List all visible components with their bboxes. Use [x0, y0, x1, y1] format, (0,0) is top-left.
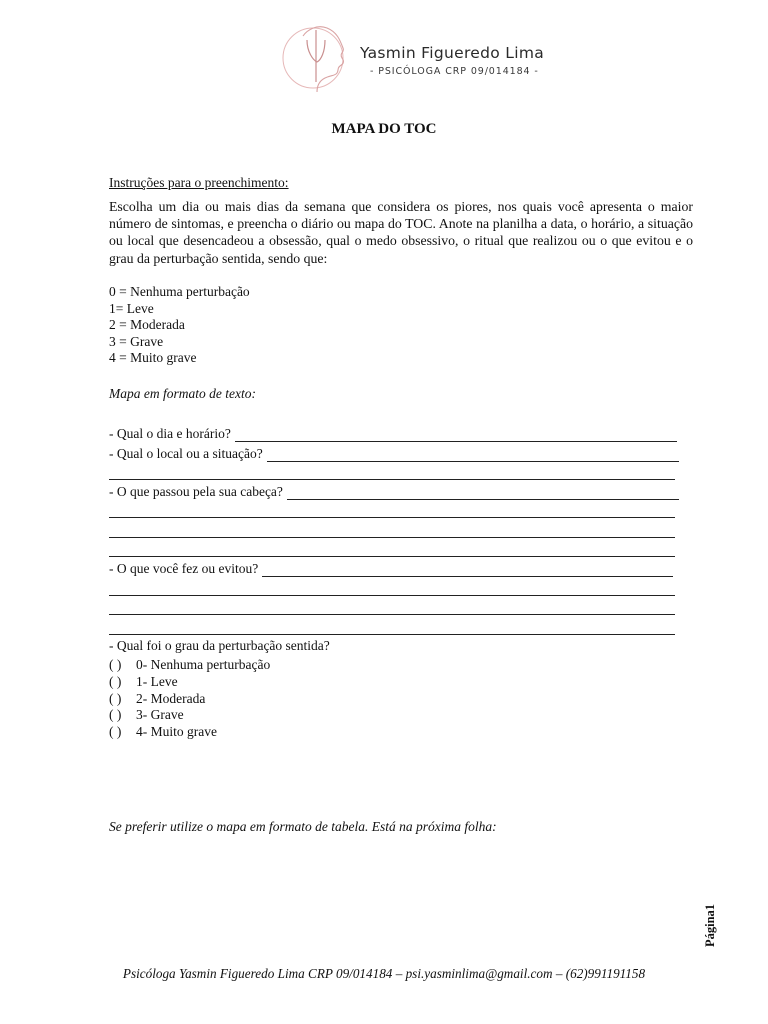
checkbox-parentheses[interactable]: ( ): [109, 690, 122, 706]
answer-line[interactable]: [109, 556, 675, 557]
answer-line[interactable]: [109, 537, 675, 538]
question-place: [109, 446, 679, 462]
disturbance-scale: [109, 284, 250, 367]
option-label: 0- Nenhuma perturbação: [136, 657, 271, 672]
checkbox-parentheses[interactable]: ( ): [109, 707, 122, 723]
scale-item: 3 = Grave: [109, 333, 164, 349]
question-label: - Qual o local ou a situação?: [109, 446, 263, 461]
question-degree: - Qual foi o grau da perturbação sentida?: [109, 638, 330, 653]
scale-item: 0 = Nenhuma perturbação: [109, 284, 250, 299]
checkbox-parentheses[interactable]: ( ): [109, 673, 122, 689]
answer-line[interactable]: [287, 487, 679, 500]
degree-options: [109, 657, 270, 741]
answer-line[interactable]: [267, 449, 679, 462]
answer-line[interactable]: [109, 479, 675, 480]
option-label: 4- Muito grave: [136, 724, 217, 740]
brand-subtitle: - PSICÓLOGA CRP 09/014184 -: [370, 66, 539, 77]
degree-option[interactable]: [109, 674, 270, 691]
option-label: 1- Leve: [136, 673, 178, 689]
answer-line[interactable]: [109, 634, 675, 635]
option-label: 2- Moderada: [136, 690, 206, 706]
checkbox-parentheses[interactable]: ( ): [109, 657, 122, 672]
degree-option[interactable]: [109, 724, 270, 741]
degree-option[interactable]: [109, 707, 270, 724]
checkbox-parentheses[interactable]: ( ): [109, 724, 122, 740]
answer-line[interactable]: [109, 595, 675, 596]
page-footer: Psicóloga Yasmin Figueredo Lima CRP 09/014184 – psi.yasminlima@gmail.com – (62)991191158: [122, 966, 646, 981]
question-label: - O que passou pela sua cabeça?: [109, 484, 283, 499]
question-label: - O que você fez ou evitou?: [109, 561, 259, 576]
scale-item: 1= Leve: [109, 300, 154, 316]
question-label: - Qual o dia e horário?: [109, 426, 231, 441]
head-profile-logo-icon: [277, 18, 355, 96]
answer-line[interactable]: [235, 429, 677, 442]
answer-line[interactable]: [109, 614, 675, 615]
instructions-paragraph: Escolha um dia ou mais dias da semana que considera os piores, nos quais você apresenta o maior número de sintomas, e preencha o diário ou mapa do TOC. Anote na planilha a data, o horário, a situação ou local que desencadeou a obsessão, qual o medo obsessivo, o ritual que realizou ou o que evitou e o grau da perturbação sentida, sendo que:: [109, 199, 693, 266]
answer-line[interactable]: [109, 517, 675, 518]
option-label: 3- Grave: [136, 707, 184, 723]
scale-item: 2 = Moderada: [109, 317, 185, 333]
page-number: Página1: [703, 903, 717, 947]
degree-option[interactable]: [109, 657, 270, 674]
degree-option[interactable]: [109, 691, 270, 708]
brand-name: Yasmin Figueredo Lima: [360, 44, 545, 62]
table-format-note: Se preferir utilize o mapa em formato de tabela. Está na próxima folha:: [109, 819, 497, 834]
question-day-time: [109, 426, 677, 442]
question-thoughts: [109, 484, 679, 500]
scale-item: 4 = Muito grave: [109, 350, 197, 366]
text-map-heading: Mapa em formato de texto:: [109, 386, 256, 401]
answer-line[interactable]: [262, 564, 673, 577]
question-actions: [109, 561, 673, 577]
page-title: MAPA DO TOC: [331, 121, 437, 137]
instructions-heading: Instruções para o preenchimento:: [109, 175, 289, 190]
